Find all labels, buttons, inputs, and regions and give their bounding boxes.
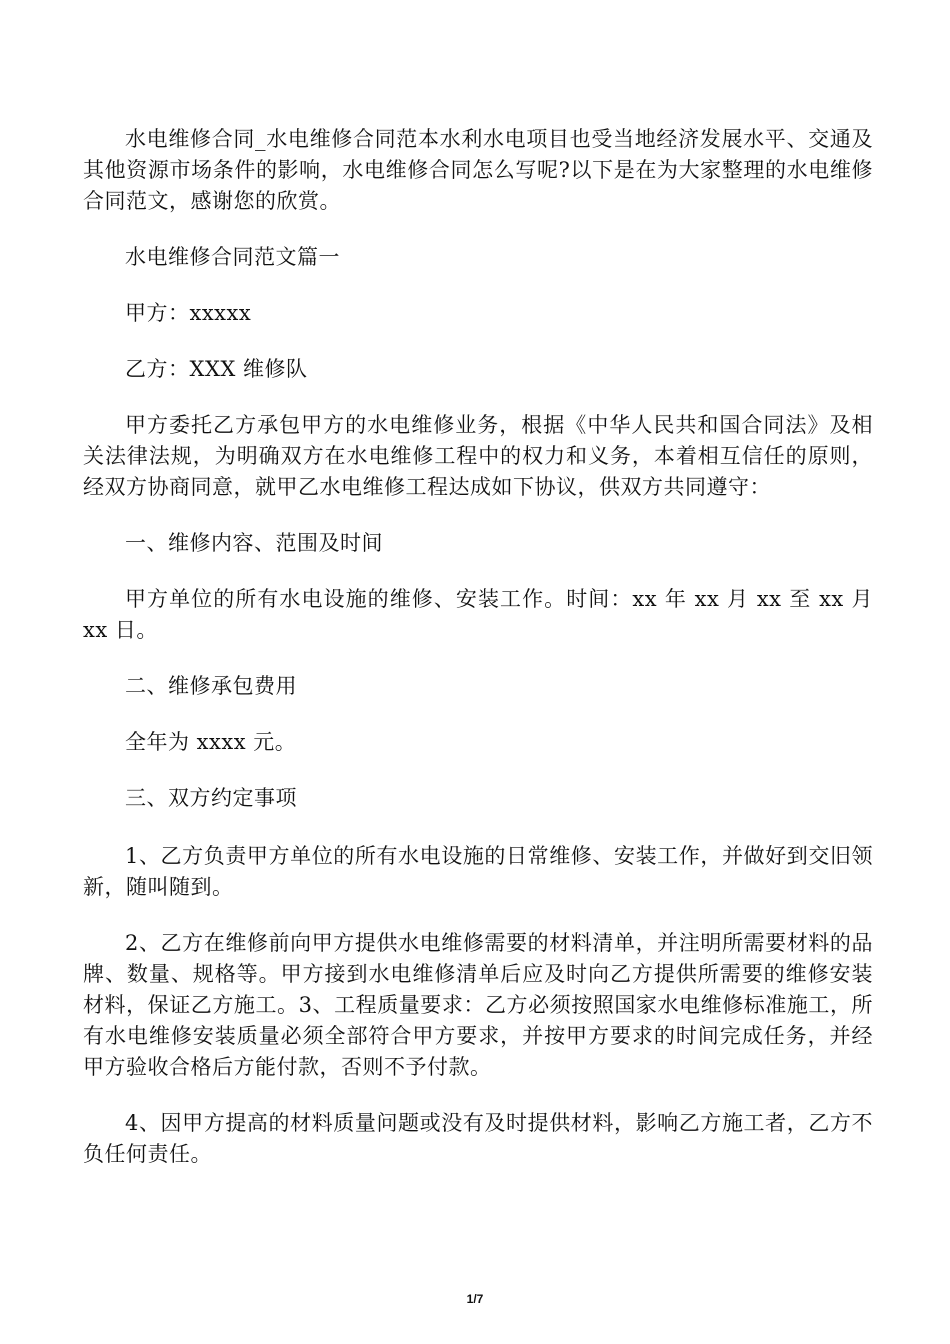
document-body xyxy=(83,124,873,1195)
intro-paragraph: 水电维修合同_水电维修合同范本水利水电项目也受当地经济发展水平、交通及其他资源市场条件的影响，水电维修合同怎么写呢?以下是在为大家整理的水电维修合同范文，感谢您的欣赏。 xyxy=(83,127,873,213)
fee-paragraph: 全年为 xxxx 元。 xyxy=(125,730,297,754)
heading-scope-and-time: 一、维修内容、范围及时间 xyxy=(125,531,383,555)
term-item-2-3: 2、乙方在维修前向甲方提供水电维修需要的材料清单，并注明所需要材料的品牌、数量、规格等。甲方接到水电维修清单后应及时向乙方提供所需要的维修安装材料，保证乙方施工。3、工程质量要求：乙方必须按照国家水电维修标准施工，所有水电维修安装质量必须全部符合甲方要求，并按甲方要求的时间完成任务，并经甲方验收合格后方能付款，否则不予付款。 xyxy=(83,931,873,1079)
party-b-line: 乙方：XXX 维修队 xyxy=(125,357,308,381)
scope-paragraph: 甲方单位的所有水电设施的维修、安装工作。时间：xx 年 xx 月 xx 至 xx 月 xx 日。 xyxy=(83,587,873,642)
party-a-line: 甲方：xxxxx xyxy=(125,301,252,325)
section-title-sample-one: 水电维修合同范文篇一 xyxy=(125,245,340,269)
term-item-4: 4、因甲方提高的材料质量问题或没有及时提供材料，影响乙方施工者，乙方不负任何责任。 xyxy=(83,1111,873,1166)
term-item-1: 1、乙方负责甲方单位的所有水电设施的日常维修、安装工作，并做好到交旧领新，随叫随到。 xyxy=(83,844,873,899)
page-number: 1/7 xyxy=(466,1292,484,1306)
heading-maintenance-fee: 二、维修承包费用 xyxy=(125,674,297,698)
heading-agreed-terms: 三、双方约定事项 xyxy=(125,786,297,810)
agreement-preamble: 甲方委托乙方承包甲方的水电维修业务，根据《中华人民共和国合同法》及相关法律法规，为明确双方在水电维修工程中的权力和义务，本着相互信任的原则，经双方协商同意，就甲乙水电维修工程达成如下协议，供双方共同遵守： xyxy=(83,413,873,499)
